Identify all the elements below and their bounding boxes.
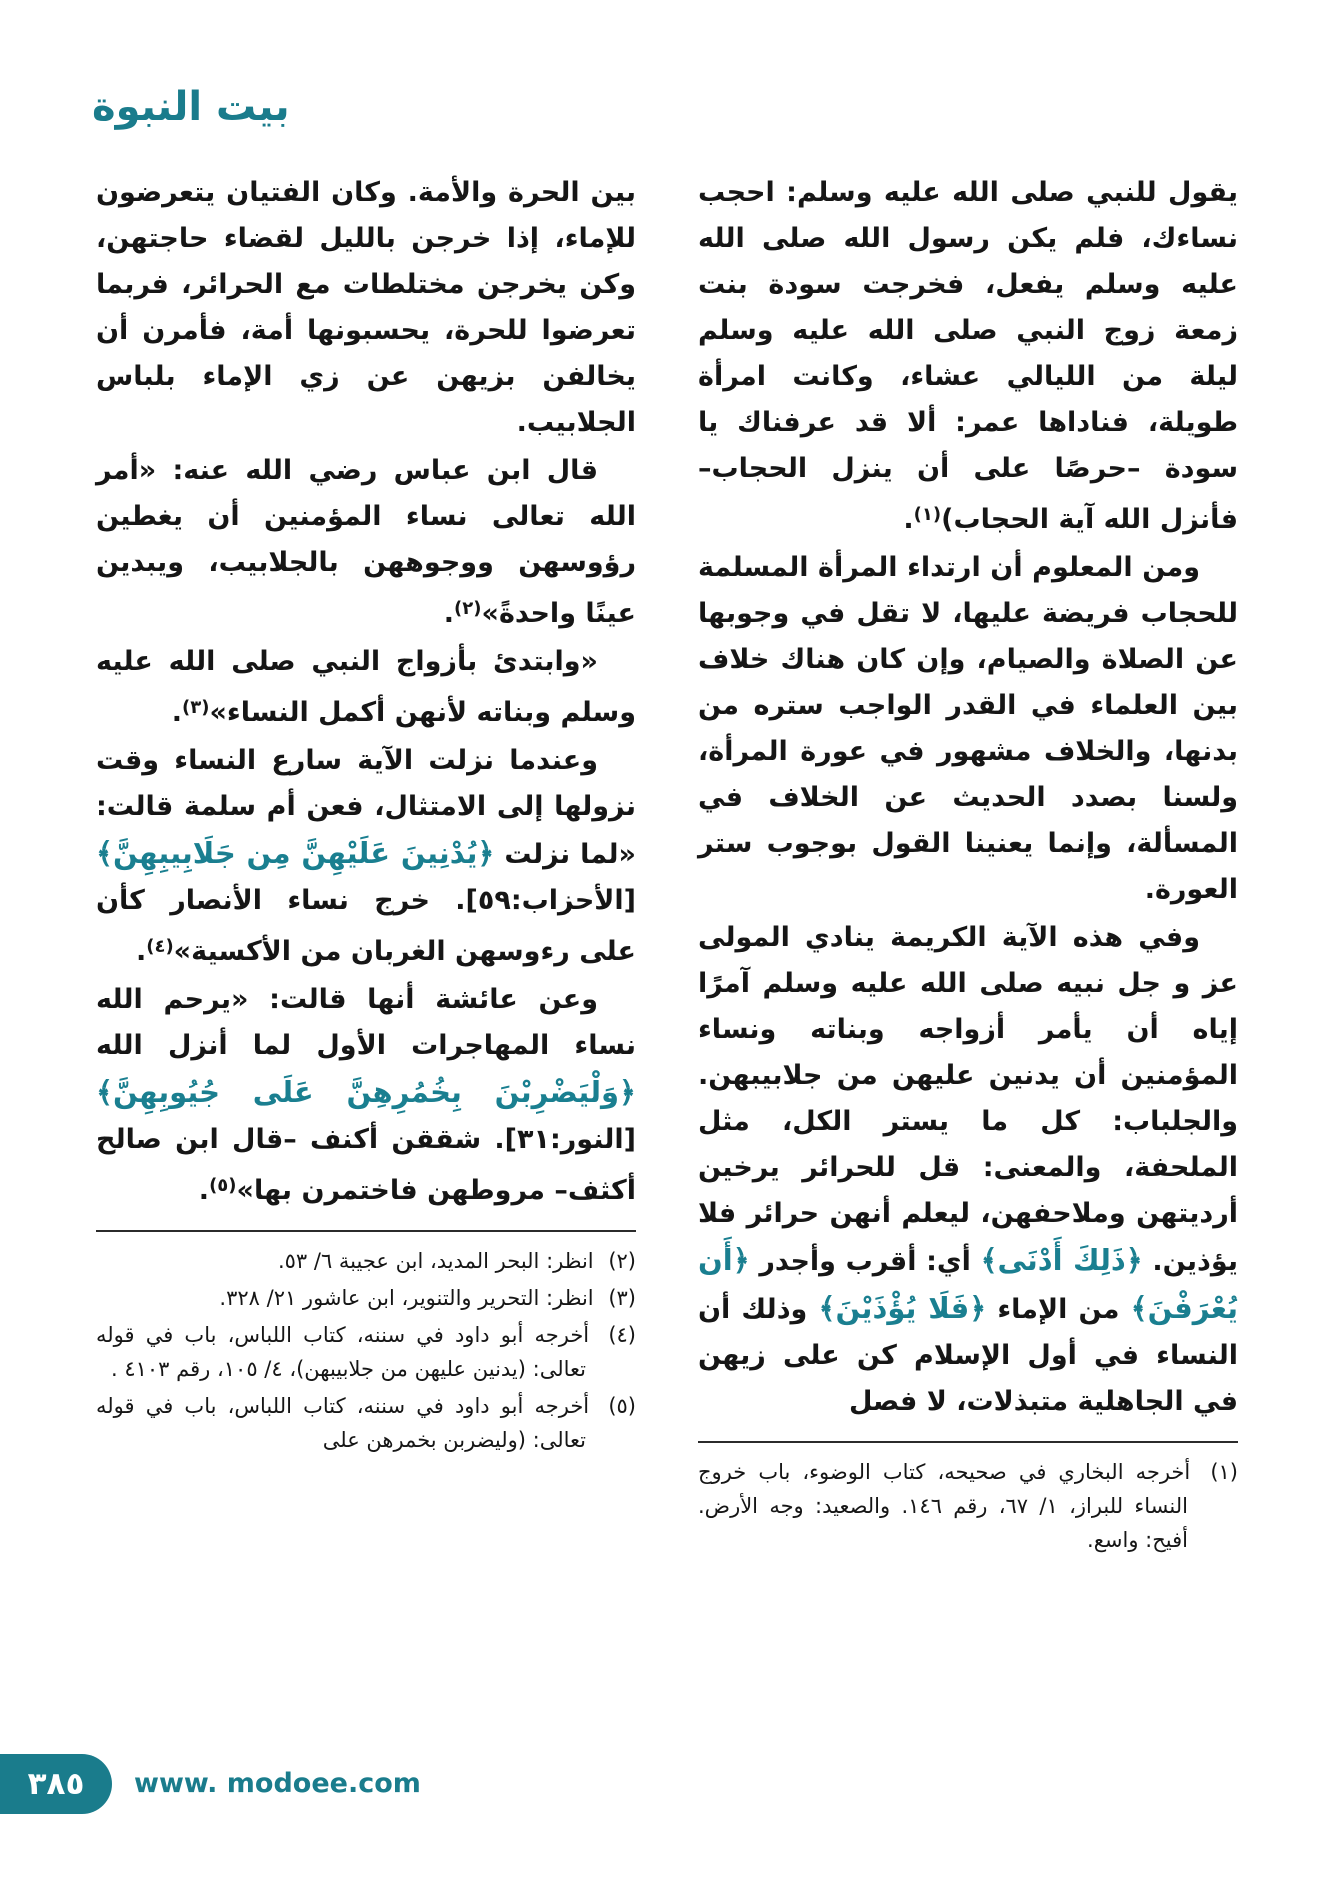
quran-quote: ﴿وَلْيَضْرِبْنَ بِخُمُرِهِنَّ عَلَى جُيُوبِهِنَّ﴾ (96, 1075, 636, 1109)
column-right-footnotes (698, 1455, 1238, 1557)
body-text: يقول للنبي صلى الله عليه وسلم: احجب نساءك، فلم يكن رسول الله صلى الله عليه وسلم يفعل، فخرجت سودة بنت زمعة زوج النبي صلى الله عليه وسلم ليلة من الليالي عشاء، وكانت امرأة طويلة، فناداها عمر: ألا قد عرفناك يا سودة –حرصًا على أن ينزل الحجاب– فأنزل الله آية الحجاب) (698, 177, 1238, 535)
body-text: وفي هذه الآية الكريمة ينادي المولى عز و جل نبيه صلى الله عليه وسلم آمرًا إياه أن يأمر أزواجه وبناته ونساء المؤمنين أن يدنين عليهن من جلابيبهن. والجلباب: كل ما يستر الكل، مثل الملحفة، والمعنى: قل للحرائر يرخين أرديتهن وملاحفهن، ليعلم أنهن حرائر فلا يؤذين. (698, 922, 1238, 1277)
paragraph (96, 977, 636, 1214)
footnote-marker: (٣) (608, 1286, 636, 1310)
quran-quote: ﴿أَن يُعْرَفْنَ﴾ (698, 1243, 1238, 1325)
body-text: بين الحرة والأمة. وكان الفتيان يتعرضون للإماء، إذا خرجن بالليل لقضاء حاجتهن، وكن يخرجن مختلطات مع الحرائر، فربما تعرضوا للحرة، يحسبونها أمة، فأمرن أن يخالفن بزيهن عن زي الإماء بلباس الجلابيب. (96, 177, 636, 438)
column-left (96, 170, 636, 1560)
body-text: قال ابن عباس رضي الله عنه: «أمر الله تعالى نساء المؤمنين أن يغطين رؤوسهن ووجوههن بالجلابيب، ويبدين عينًا واحدةً» (96, 455, 636, 629)
body-text: وذلك أن النساء في أول الإسلام كن على زيهن في الجاهلية متبذلات، لا فصل (698, 1294, 1238, 1417)
body-text: «وابتدئ بأزواج النبي صلى الله عليه وسلم وبناته لأنهن أكمل النساء» (96, 646, 636, 728)
footnote-text: أخرجه أبو داود في سننه، كتاب اللباس، باب في قوله تعالى: (يدنين عليهن من جلابيبهن)، ٤/ ١٠٥، رقم ٤١٠٣ . (96, 1323, 601, 1381)
footnote-marker: (٢) (608, 1249, 636, 1273)
paragraph (698, 170, 1238, 543)
footnote (698, 1455, 1238, 1557)
paragraph (96, 738, 636, 975)
column-left-footnotes (96, 1244, 636, 1457)
footnote-separator (96, 1230, 636, 1232)
body-text: ومن المعلوم أن ارتداء المرأة المسلمة للحجاب فريضة عليها، لا تقل في وجوبها عن الصلاة والصيام، وإن كان هناك خلاف بين العلماء في القدر الواجب ستره من بدنها، والخلاف مشهور في عورة المرأة، ولسنا بصدد الحديث عن الخلاف في المسألة، وإنما يعنينا القول بوجوب ستر العورة. (698, 552, 1238, 905)
footnote-text: أخرجه أبو داود في سننه، كتاب اللباس، باب في قوله تعالى: (وليضربن بخمرهن على (96, 1394, 601, 1452)
footnote-ref: (٥) (209, 1175, 237, 1196)
footnote-ref: (٤) (146, 936, 174, 957)
body-text: [النور:٣١]. شققن أكنف –قال ابن صالح أكثف– مروطهن فاختمرن بها» (96, 1124, 636, 1206)
body-text: . (135, 936, 147, 967)
paragraph (698, 545, 1238, 913)
footnote-ref: (١) (913, 504, 942, 525)
body-text: . (903, 504, 914, 535)
body-text: . (171, 697, 183, 728)
body-text: وعندما نزلت الآية سارع النساء وقت نزولها إلى الامتثال، فعن أم سلمة قالت: «لما نزلت (96, 745, 636, 870)
footnote (96, 1389, 636, 1457)
body-text: أي: أقرب وأجدر (749, 1246, 981, 1277)
quran-quote: ﴿ذَلِكَ أَدْنَى﴾ (980, 1243, 1143, 1277)
page-body (96, 170, 1238, 1560)
footnote (96, 1318, 636, 1386)
quran-quote: ﴿فَلَا يُؤْذَيْنَ﴾ (818, 1291, 987, 1325)
quran-quote: ﴿يُدْنِينَ عَلَيْهِنَّ مِن جَلَابِيبِهِنَّ﴾ (96, 836, 495, 870)
footnote-ref: (٣) (182, 697, 210, 718)
footnote-ref: (٢) (454, 598, 482, 619)
website-text: www. modoee.com (134, 1768, 421, 1799)
footnote (96, 1244, 636, 1278)
paragraph (96, 639, 636, 736)
publisher-logo-bayt-alnubuwwa: بيت النبوة (92, 84, 290, 130)
body-text: من الإماء (986, 1294, 1131, 1325)
footnote-text: انظر: البحر المديد، ابن عجيبة ٦/ ٥٣. (277, 1249, 601, 1273)
column-right-text (698, 170, 1238, 1425)
footnote-text: انظر: التحرير والتنوير، ابن عاشور ٢١/ ٣٢٨. (219, 1286, 601, 1310)
body-text: . (198, 1175, 210, 1206)
footnote-text: أخرجه البخاري في صحيحه، كتاب الوضوء، باب خروج النساء للبراز، ١/ ٦٧، رقم ١٤٦. والصعيد: وجه الأرض. أفيح: واسع. (698, 1460, 1203, 1552)
footnote-marker: (٤) (608, 1323, 636, 1347)
body-text: وعن عائشة أنها قالت: «يرحم الله نساء المهاجرات الأول لما أنزل الله (96, 984, 636, 1061)
footnote-marker: (١) (1210, 1460, 1238, 1484)
page-number: ٣٨٥ (27, 1766, 85, 1802)
footnote-marker: (٥) (608, 1394, 636, 1418)
column-left-text (96, 170, 636, 1214)
footnote-separator (698, 1441, 1238, 1443)
column-right (698, 170, 1238, 1560)
paragraph (96, 170, 636, 446)
body-text: [الأحزاب:٥٩]. خرج نساء الأنصار كأن على رءوسهن الغربان من الأكسية» (96, 885, 636, 967)
paragraph (698, 915, 1238, 1425)
page-number-badge (0, 1754, 112, 1814)
paragraph (96, 448, 636, 637)
body-text: . (443, 598, 455, 629)
footnote (96, 1281, 636, 1315)
